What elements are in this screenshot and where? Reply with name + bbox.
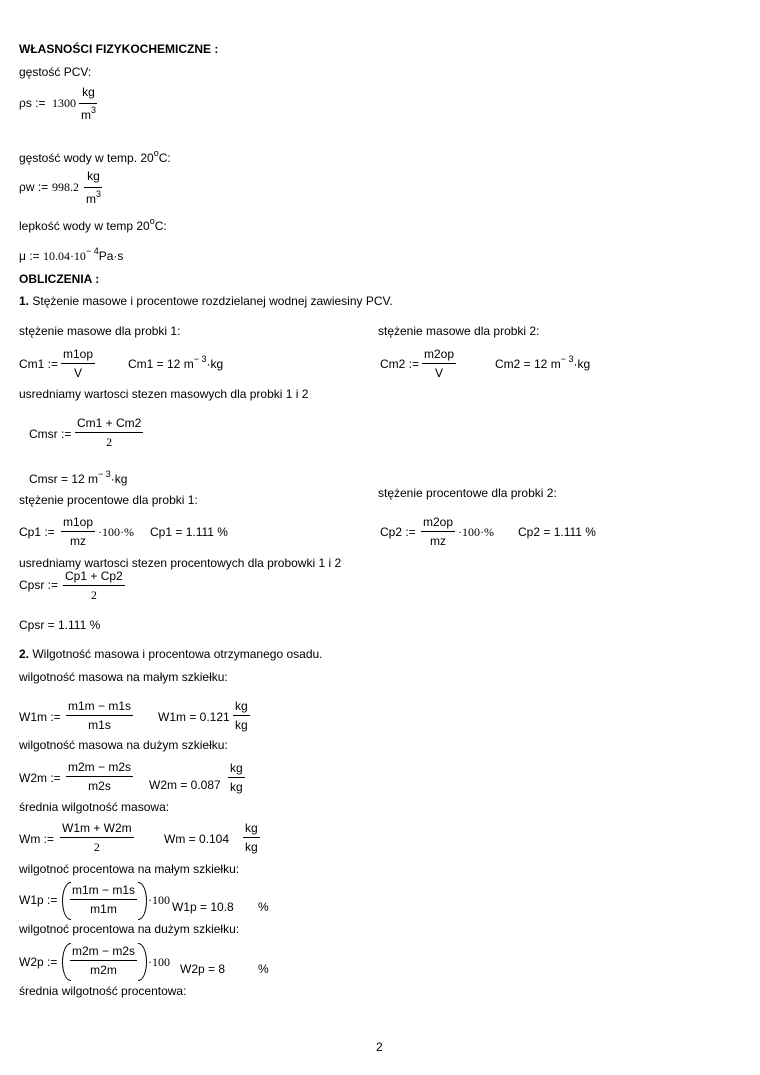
w1m-unit: $\frac{kg}{kg}$ (235, 699, 248, 732)
w2m-unit: $\frac{kg}{kg}$ (230, 761, 243, 794)
w1m-label: wilgotność masowa na małym szkiełku: (19, 670, 228, 684)
cm1-result: Cm1 = 12 $m^{- 3}\cdot kg$ (128, 354, 224, 371)
rho-w-unit: kg $m^3$ (86, 169, 102, 206)
w1m-result: W1m = 0.121 (158, 710, 230, 724)
cp1-result: Cp1 = 1.111 % (150, 525, 228, 539)
heading-properties: WŁASNOŚCI FIZYKOCHEMICZNE : (19, 42, 219, 56)
rho-s-unit: kg $m^3$ (81, 85, 97, 122)
w2p-fraction: $\frac{m2m - m2s}{m2m}$ (72, 944, 136, 977)
avg-mass-label: usredniamy wartosci stezen masowych dla probki 1 i 2 (19, 387, 309, 401)
w1p-fraction: $\frac{m1m - m1s}{m1m}$ (72, 883, 136, 916)
w1m-lhs: W1m := (19, 710, 61, 724)
viscosity-label: lepkość wody w temp 20$^o$C: (19, 216, 167, 233)
page-number: 2 (376, 1040, 383, 1054)
avg-pct-label: usredniamy wartosci stezen procentowych dla probowki 1 i 2 (19, 556, 342, 570)
cp1-label: stężenie procentowe dla probki 1: (19, 493, 198, 507)
w2m-label: wilgotność masowa na dużym szkiełku: (19, 738, 228, 752)
section-1-title: 1. Stężenie masowe i procentowe rozdzielanej wodnej zawiesiny PCV. (19, 294, 393, 308)
w1p-percent: % (258, 900, 269, 914)
cp2-label: stężenie procentowe dla probki 2: (378, 486, 557, 500)
w1p-result: W1p = 10.8 (172, 900, 234, 914)
rho-w-value: 998.2 (52, 180, 79, 194)
cp1-mult: ·100·% (98, 525, 134, 539)
w2p-label: wilgotnoć procentowa na dużym szkiełku: (19, 922, 240, 936)
cm1-label: stężenie masowe dla probki 1: (19, 324, 181, 338)
cm1-fraction: $\frac{m1op}{V}$ (63, 347, 94, 380)
wm-fraction: $\frac{W1m + W2m}{2}$ (62, 821, 132, 854)
cm2-lhs: Cm2 := (380, 357, 420, 371)
w1p-label: wilgotnoć procentowa na małym szkiełku: (19, 862, 240, 876)
section-2-title: 2. Wilgotność masowa i procentowa otrzymanego osadu. (19, 647, 323, 661)
rho-w-lhs: ρw := (19, 180, 49, 194)
w1m-fraction: $\frac{m1m - m1s}{m1s}$ (68, 699, 132, 732)
rho-s-value: 1300 (52, 96, 76, 110)
cp2-lhs: Cp2 := (380, 525, 416, 539)
w1p-mult: ·100 (148, 893, 170, 907)
cpsr-lhs: Cpsr := (19, 578, 59, 592)
mu-formula: μ := $10.04\cdot 10^{- 4}Pa\cdot s$ (19, 246, 124, 263)
rho-s-lhs: ρs := (19, 96, 46, 110)
w2m-lhs: W2m := (19, 771, 61, 785)
cp2-fraction: $\frac{m2op}{mz}$ (423, 515, 454, 548)
w2p-percent: % (258, 962, 269, 976)
w2p-mult: ·100 (148, 955, 170, 969)
heading-calculations: OBLICZENIA : (19, 272, 100, 286)
cm1-lhs: Cm1 := (19, 357, 59, 371)
cm2-fraction: $\frac{m2op}{V}$ (424, 347, 455, 380)
w2p-lhs: W2p := (19, 955, 58, 969)
cpsr-fraction: $\frac{Cp1 + Cp2}{2}$ (65, 569, 123, 602)
wm-label: średnia wilgotność masowa: (19, 800, 170, 814)
cmsr-result: Cmsr = 12 $m^{- 3}\cdot kg$ (29, 469, 128, 486)
cp2-result: Cp2 = 1.111 % (518, 525, 596, 539)
wm-lhs: Wm := (19, 832, 54, 846)
cm2-label: stężenie masowe dla probki 2: (378, 324, 540, 338)
w2p-close-paren (138, 943, 147, 981)
cpsr-result: Cpsr = 1.111 % (19, 618, 101, 632)
cmsr-fraction: $\frac{Cm1 + Cm2}{2}$ (77, 416, 142, 449)
cp1-lhs: Cp1 := (19, 525, 55, 539)
pcv-density-label: gęstość PCV: (19, 65, 92, 79)
w2p-result: W2p = 8 (180, 962, 226, 976)
cmsr-lhs: Cmsr := (29, 427, 72, 441)
w1p-lhs: W1p := (19, 893, 58, 907)
cm2-result: Cm2 = 12 $m^{- 3}\cdot kg$ (495, 354, 591, 371)
wp-label: średnia wilgotność procentowa: (19, 984, 187, 998)
cp1-fraction: $\frac{m1op}{mz}$ (63, 515, 94, 548)
wm-result: Wm = 0.104 (164, 832, 230, 846)
cp2-mult: ·100·% (458, 525, 494, 539)
wm-unit: $\frac{kg}{kg}$ (245, 821, 258, 854)
w1p-close-paren (138, 882, 147, 920)
w2m-fraction: $\frac{m2m - m2s}{m2s}$ (68, 760, 132, 793)
water-density-label: gęstość wody w temp. 20$^o$C: (19, 148, 171, 165)
w2m-result: W2m = 0.087 (149, 778, 221, 792)
